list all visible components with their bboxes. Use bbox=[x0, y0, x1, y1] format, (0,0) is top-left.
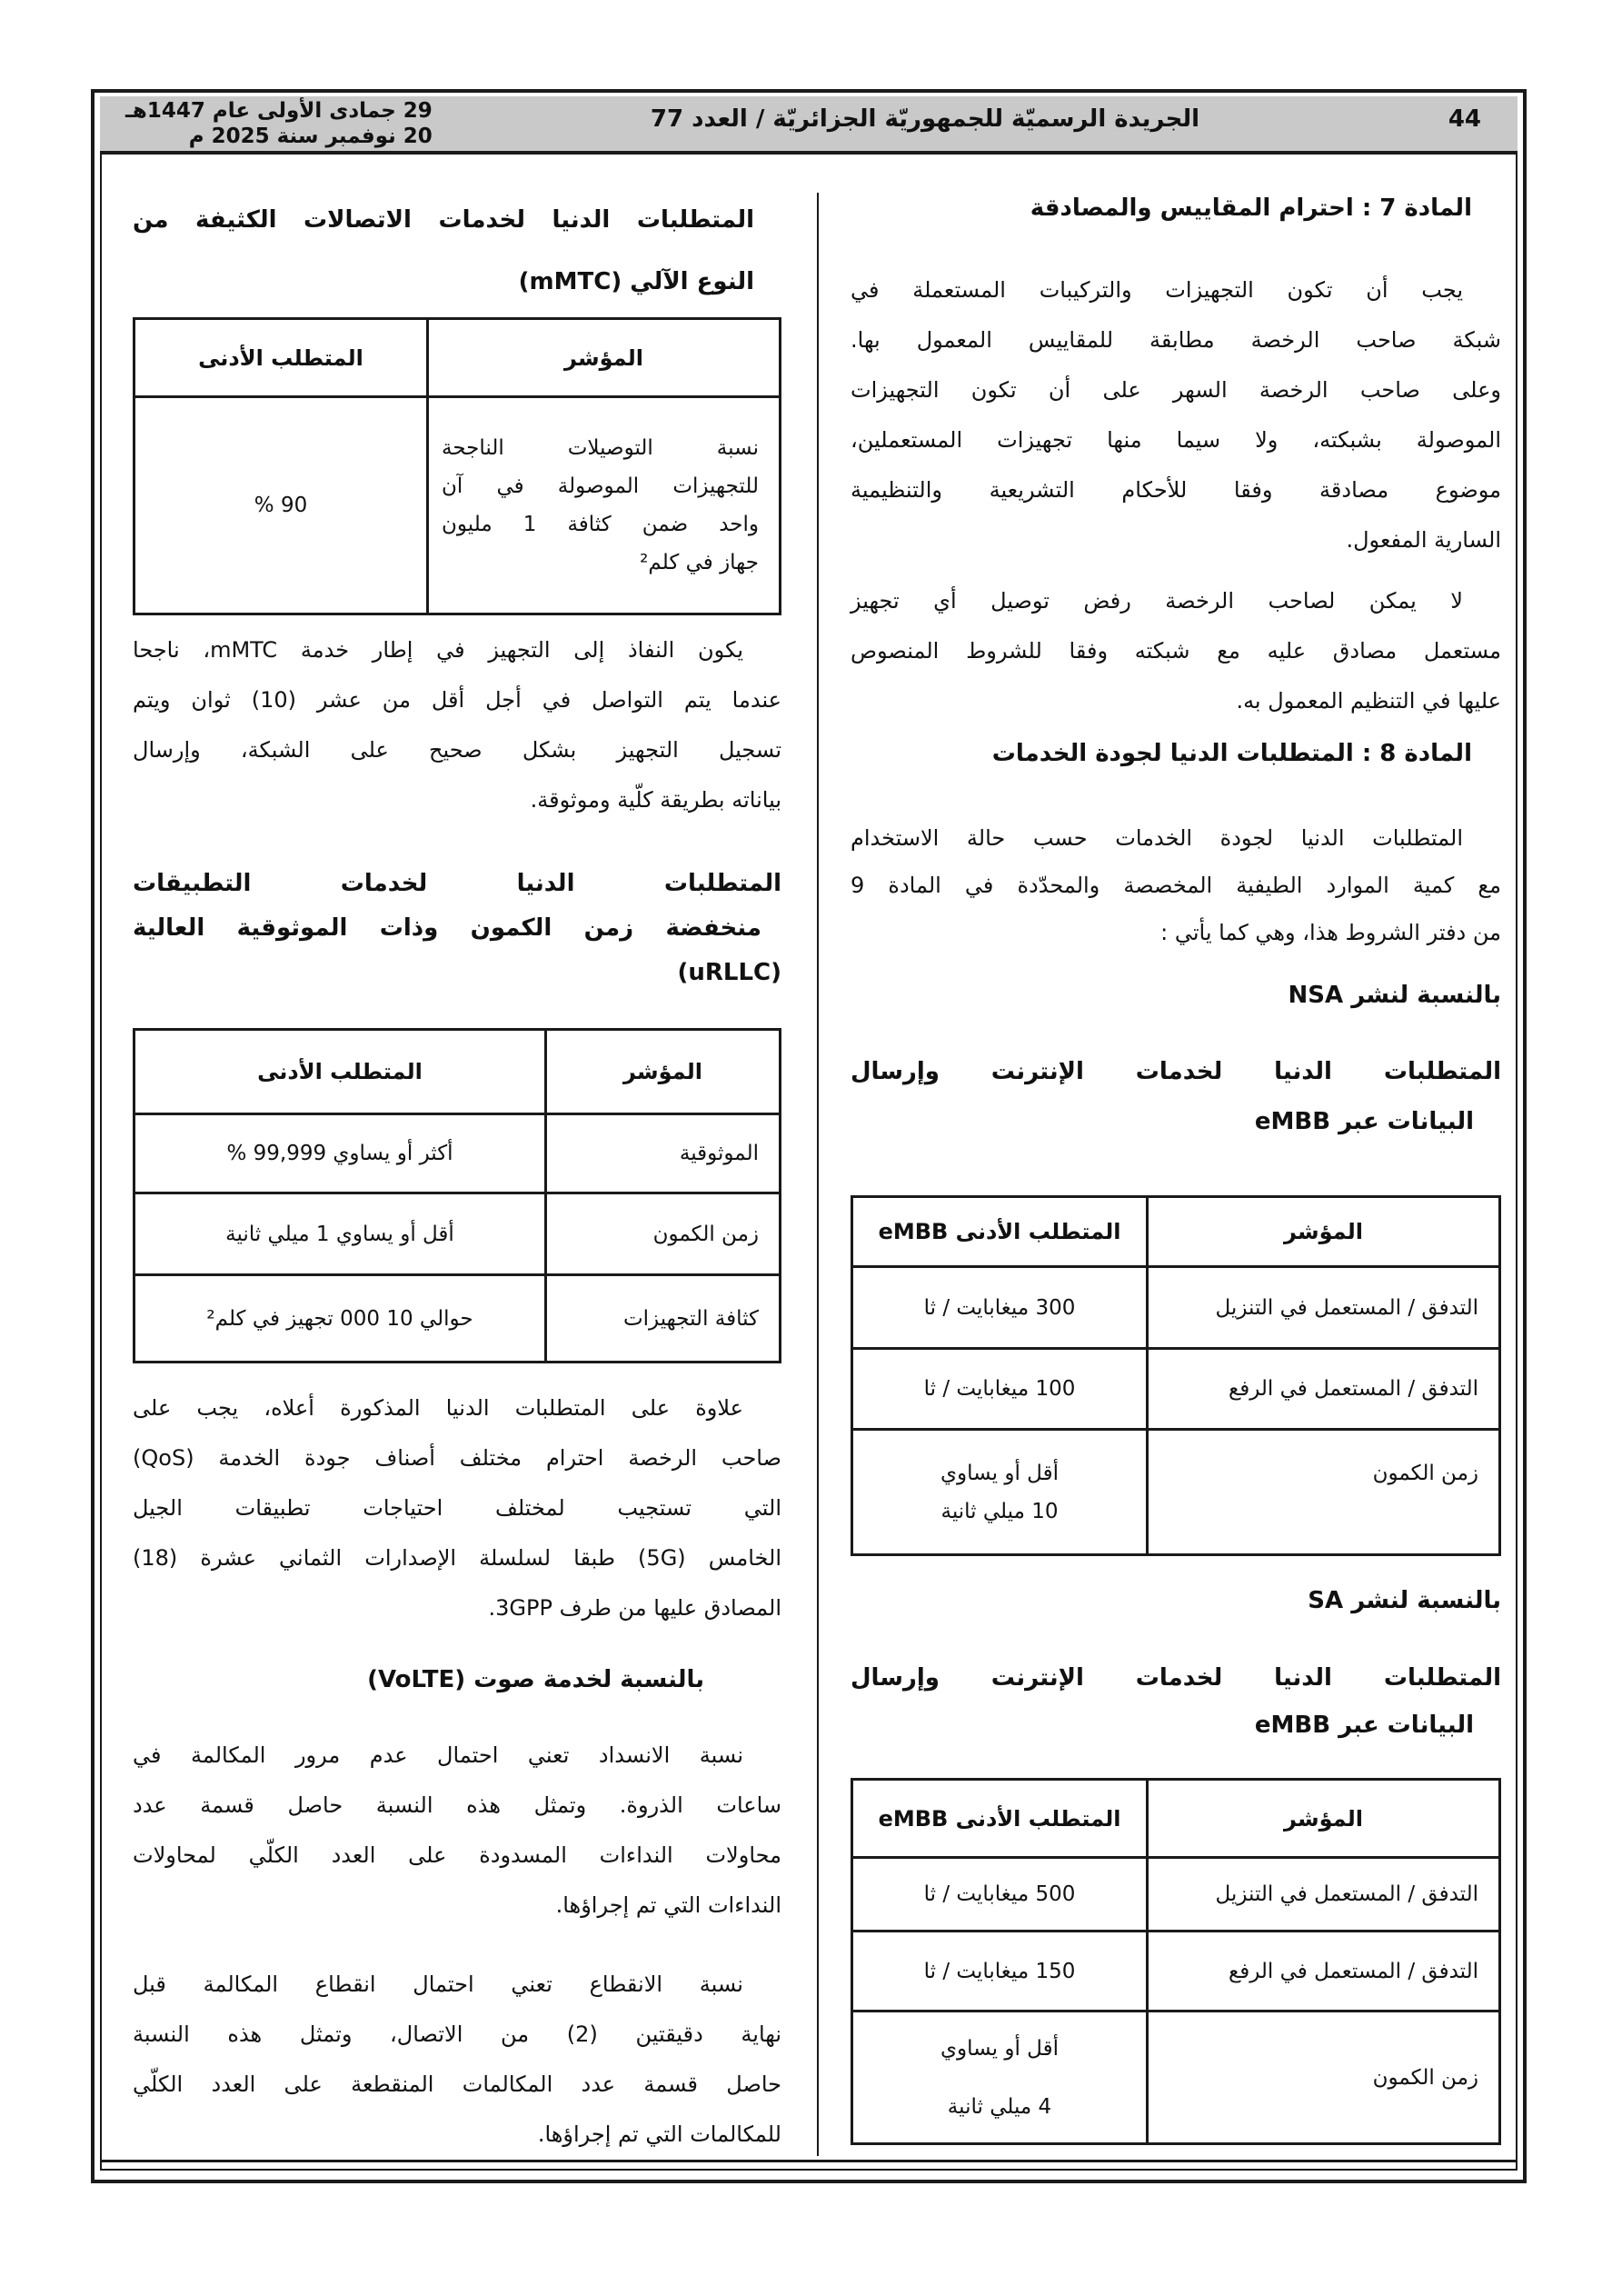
text-line: عليها في التنظيم المعمول به. bbox=[1236, 688, 1501, 714]
cell-text: 100 ميغابايت / ثا bbox=[923, 1377, 1076, 1401]
indicator-cell bbox=[546, 1193, 781, 1275]
requirement-cell bbox=[852, 1267, 1148, 1349]
text-line: نسبة الانسداد تعني احتمال عدم مرور المكالمة في bbox=[133, 1742, 743, 1768]
text-line: البيانات عبر eMBB bbox=[1254, 1712, 1474, 1739]
text-line: مستعمل مصادق عليه مع شبكته وفقا للشروط المنصوص bbox=[851, 638, 1501, 664]
text-line: موضوع مصادقة وفقا للأحكام التشريعية والتنظيمية bbox=[851, 477, 1501, 503]
volte-heading: بالنسبة لخدمة صوت (VoLTE) bbox=[367, 1666, 704, 1693]
article7-paragraph-2 bbox=[851, 576, 1501, 726]
text-line: وعلى صاحب الرخصة السهر على أن تكون التجهيزات bbox=[851, 377, 1501, 403]
cell-text: 300 ميغابايت / ثا bbox=[923, 1295, 1076, 1320]
column-header-minimum-requirement: المتطلب الأدنى bbox=[134, 1030, 546, 1114]
nsa-heading: بالنسبة لنشر NSA bbox=[1288, 982, 1501, 1009]
column-header-indicator: المؤشر bbox=[428, 319, 781, 397]
cell-text: الموثوقية bbox=[679, 1142, 759, 1165]
urllc-heading bbox=[133, 862, 781, 995]
mmtc-heading bbox=[133, 189, 781, 313]
text-line: المادة 7 : احترام المقاييس والمصادقة bbox=[1030, 195, 1472, 222]
requirement-cell bbox=[852, 1858, 1148, 1932]
table-header-row bbox=[852, 1197, 1500, 1267]
text-line: المادة 8 : المتطلبات الدنيا لجودة الخدمات bbox=[991, 740, 1472, 767]
requirement-cell bbox=[852, 1932, 1148, 2011]
cell-text: 10 ميلي ثانية bbox=[940, 1499, 1059, 1523]
text-line: منخفضة زمن الكمون وذات الموثوقية العالية bbox=[133, 914, 761, 942]
table-header-row bbox=[134, 319, 781, 397]
table-row bbox=[134, 1114, 781, 1193]
cell-text: جهاز في كلم² bbox=[640, 551, 759, 574]
cell-text: واحد ضمن كثافة 1 مليون bbox=[442, 513, 760, 536]
mmtc-table bbox=[133, 317, 781, 615]
column-header-indicator: المؤشر bbox=[1148, 1197, 1500, 1267]
article8-paragraph bbox=[851, 814, 1501, 956]
text-line: المصادق عليها من طرف 3GPP. bbox=[488, 1595, 781, 1621]
article7-heading bbox=[1030, 195, 1472, 222]
indicator-cell bbox=[1148, 2011, 1500, 2144]
text-line: للمكالمات التي تم إجراؤها. bbox=[537, 2121, 781, 2147]
table-row bbox=[852, 1267, 1500, 1349]
column-header-minimum-requirement: المتطلب الأدنى eMBB bbox=[852, 1780, 1148, 1858]
table-row bbox=[134, 1275, 781, 1363]
cell-text: زمن الكمون bbox=[1372, 2065, 1478, 2090]
cell-text: كثافة التجهيزات bbox=[623, 1306, 759, 1331]
text-line: النداءات التي تم إجراؤها. bbox=[555, 1892, 781, 1918]
text-line: نسبة الانقطاع تعني احتمال انقطاع المكالمة قبل bbox=[133, 1972, 743, 1997]
text-line: النوع الآلي (mMTC) bbox=[518, 268, 754, 295]
text-line: يكون النفاذ إلى التجهيز في إطار خدمة mMTC، ناجحا bbox=[133, 637, 743, 663]
cell-text: نسبة التوصيلات الناجحة bbox=[442, 436, 759, 460]
table-row bbox=[852, 1932, 1500, 2011]
text-line: لا يمكن لصاحب الرخصة رفض توصيل أي تجهيز bbox=[851, 588, 1463, 614]
article8-heading bbox=[992, 740, 1472, 767]
cell-text: 500 ميغابايت / ثا bbox=[923, 1882, 1076, 1906]
cell-text: أقل أو يساوي bbox=[940, 1461, 1059, 1485]
text-line: التي تستجيب لمختلف احتياجات تطبيقات الجيل bbox=[133, 1495, 781, 1521]
cell-text: أكثر أو يساوي 99,999 % bbox=[226, 1142, 453, 1165]
requirement-cell bbox=[134, 1275, 546, 1363]
column-header-minimum-requirement: المتطلب الأدنى bbox=[134, 319, 428, 397]
requirement-cell bbox=[852, 2011, 1148, 2144]
text-line: تسجيل التجهيز بشكل صحيح على الشبكة، وإرسال bbox=[133, 737, 781, 763]
indicator-cell bbox=[428, 397, 781, 614]
gazette-title: الجريدة الرسميّة للجمهوريّة الجزائريّة / العدد 77 bbox=[650, 105, 1199, 133]
indicator-cell bbox=[1148, 1858, 1500, 1932]
page-number: 44 bbox=[1448, 105, 1481, 133]
text-line: المتطلبات الدنيا لخدمات التطبيقات bbox=[133, 870, 781, 897]
urllc-table bbox=[133, 1028, 781, 1363]
cell-text: أقل أو يساوي 1 ميلي ثانية bbox=[225, 1222, 454, 1246]
text-line: المتطلبات الدنيا لخدمات الإنترنت وإرسال bbox=[851, 1058, 1501, 1085]
text-line: حاصل قسمة عدد المكالمات المنقطعة على العدد الكلّي bbox=[133, 2071, 781, 2097]
date-gregorian: 20 نوفمبر سنة 2025 م bbox=[188, 125, 433, 148]
indicator-cell bbox=[546, 1114, 781, 1193]
indicator-cell bbox=[546, 1275, 781, 1363]
text-line: (uRLLC) bbox=[677, 959, 781, 986]
column-header-minimum-requirement: المتطلب الأدنى eMBB bbox=[852, 1197, 1148, 1267]
text-line: الموصولة بشبكته، ولا سيما منها تجهيزات المستعملين، bbox=[851, 427, 1501, 453]
text-line: يجب أن تكون التجهيزات والتركيبات المستعملة في bbox=[851, 277, 1463, 303]
text-line: الخامس (5G) طبقا لسلسلة الإصدارات الثماني عشرة (18) bbox=[133, 1545, 781, 1571]
text-line: علاوة على المتطلبات الدنيا المذكورة أعلاه، يجب على bbox=[133, 1395, 743, 1421]
bottom-rule bbox=[100, 2160, 1518, 2162]
table-row bbox=[852, 2011, 1500, 2144]
text-line: المتطلبات الدنيا لخدمات الاتصالات الكثيفة من bbox=[133, 206, 754, 234]
cell-text: التدفق / المستعمل في الرفع bbox=[1228, 1377, 1478, 1401]
sa-heading: بالنسبة لنشر SA bbox=[1308, 1587, 1501, 1614]
cell-text: للتجهيزات الموصولة في آن bbox=[442, 474, 759, 498]
table-row bbox=[134, 397, 781, 614]
text-line: نهاية دقيقتين (2) من الاتصال، وتمثل هذه النسبة bbox=[133, 2021, 781, 2047]
column-header-indicator: المؤشر bbox=[546, 1030, 781, 1114]
blocking-rate-paragraph bbox=[133, 1731, 781, 1931]
requirement-cell bbox=[134, 1193, 546, 1275]
text-line: صاحب الرخصة احترام مختلف أصناف جودة الخدمة (QoS) bbox=[133, 1445, 781, 1471]
indicator-cell bbox=[1148, 1430, 1500, 1555]
requirement-cell bbox=[852, 1349, 1148, 1430]
cell-text: التدفق / المستعمل في التنزيل bbox=[1215, 1295, 1478, 1320]
text-line: من دفتر الشروط هذا، وهي كما يأتي : bbox=[1160, 920, 1501, 945]
table-row bbox=[852, 1430, 1500, 1555]
text-line: البيانات عبر eMBB bbox=[1254, 1108, 1474, 1135]
text-line: السارية المفعول. bbox=[1346, 527, 1501, 553]
table-row bbox=[852, 1349, 1500, 1430]
indicator-cell bbox=[1148, 1932, 1500, 2011]
indicator-cell bbox=[1148, 1267, 1500, 1349]
text-line: ساعات الذروة. وتمثل هذه النسبة حاصل قسمة عدد bbox=[133, 1792, 781, 1818]
cell-text: زمن الكمون bbox=[1372, 1462, 1478, 1485]
sa-embb-table bbox=[851, 1778, 1501, 2145]
table-row bbox=[134, 1193, 781, 1275]
column-header-indicator: المؤشر bbox=[1148, 1780, 1500, 1858]
cell-text: 4 ميلي ثانية bbox=[947, 2094, 1052, 2119]
requirement-cell bbox=[134, 397, 428, 614]
nsa-embb-table bbox=[851, 1195, 1501, 1556]
text-line: محاولات النداءات المسدودة على العدد الكلّي لمحاولات bbox=[133, 1842, 781, 1868]
requirement-cell bbox=[134, 1114, 546, 1193]
gazette-header bbox=[100, 96, 1518, 155]
table-header-row bbox=[852, 1780, 1500, 1858]
cell-text: التدفق / المستعمل في الرفع bbox=[1228, 1959, 1478, 1983]
text-line: مع كمية الموارد الطيفية المخصصة والمحدّدة في المادة 9 bbox=[851, 873, 1501, 898]
text-line: بياناته بطريقة كلّية وموثوقة. bbox=[530, 787, 781, 813]
sa-embb-heading bbox=[851, 1654, 1501, 1749]
qos-paragraph bbox=[133, 1383, 781, 1633]
drop-rate-paragraph bbox=[133, 1960, 781, 2160]
text-line: المتطلبات الدنيا لجودة الخدمات حسب حالة الاستخدام bbox=[851, 825, 1463, 851]
table-header-row bbox=[134, 1030, 781, 1114]
requirement-cell bbox=[852, 1430, 1148, 1555]
cell-text: زمن الكمون bbox=[652, 1222, 759, 1246]
issue-date bbox=[125, 98, 433, 149]
nsa-embb-heading bbox=[851, 1047, 1501, 1147]
article7-paragraph-1 bbox=[851, 265, 1501, 565]
cell-text: أقل أو يساوي bbox=[940, 2036, 1059, 2061]
cell-text: حوالي 10 000 تجهيز في كلم² bbox=[206, 1306, 473, 1331]
mmtc-paragraph bbox=[133, 625, 781, 825]
text-line: المتطلبات الدنيا لخدمات الإنترنت وإرسال bbox=[851, 1664, 1501, 1692]
text-line: شبكة صاحب الرخصة مطابقة للمقاييس المعمول بها. bbox=[851, 327, 1501, 353]
text-line: عندما يتم التواصل في أجل أقل من عشر (10) ثوان ويتم bbox=[133, 687, 782, 713]
date-hijri: 29 جمادى الأولى عام 1447هـ bbox=[125, 99, 433, 123]
cell-text: 90 % bbox=[254, 494, 308, 517]
cell-text: التدفق / المستعمل في التنزيل bbox=[1215, 1882, 1478, 1906]
cell-text: 150 ميغابايت / ثا bbox=[923, 1959, 1076, 1983]
table-row bbox=[852, 1858, 1500, 1932]
indicator-cell bbox=[1148, 1349, 1500, 1430]
column-divider bbox=[817, 193, 819, 2156]
